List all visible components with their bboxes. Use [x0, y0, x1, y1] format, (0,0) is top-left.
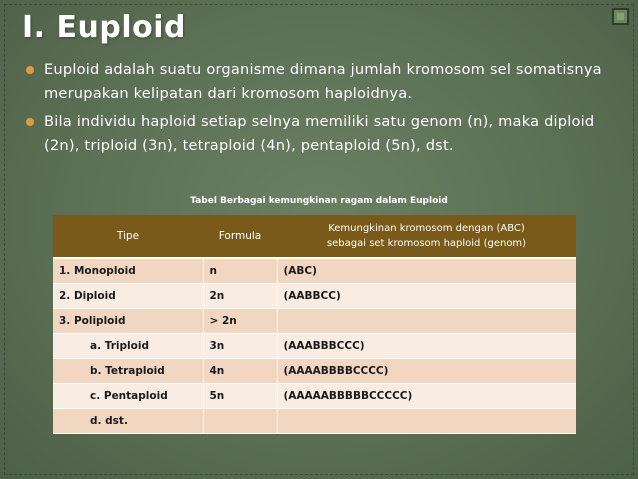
bullet-dot-icon [26, 66, 34, 74]
cell-tipe: d. dst. [53, 409, 203, 434]
slide-title: I. Euploid [22, 10, 186, 45]
bullet-item [26, 58, 616, 106]
slide-corner-square-icon [612, 8, 629, 25]
cell-kromosom: (AAABBBCCC) [277, 334, 576, 359]
table-row [53, 309, 576, 334]
cell-formula: > 2n [203, 309, 277, 334]
cell-tipe: 1. Monoploid [53, 258, 203, 284]
bullet-list [26, 58, 616, 162]
cell-formula: 3n [203, 334, 277, 359]
cell-formula: 5n [203, 384, 277, 409]
table-header-row [53, 215, 576, 258]
cell-tipe: a. Triploid [53, 334, 203, 359]
cell-kromosom: (ABC) [277, 258, 576, 284]
bullet-dot-icon [26, 118, 34, 126]
header-kromosom-line2: sebagai set kromosom haploid (genom) [326, 238, 527, 249]
cell-tipe: b. Tetraploid [53, 359, 203, 384]
header-formula: Formula [203, 215, 277, 258]
bullet-text: Euploid adalah suatu organisme dimana jumlah kromosom sel somatisnya merupakan kelipatan dari kromosom haploidnya. [44, 61, 602, 102]
cell-formula: 2n [203, 284, 277, 309]
bullet-item [26, 110, 616, 158]
cell-tipe: c. Pentaploid [53, 384, 203, 409]
cell-kromosom: (AAAAABBBBBCCCCC) [277, 384, 576, 409]
header-tipe: Tipe [53, 215, 203, 258]
header-kromosom-line1: Kemungkinan kromosom dengan (ABC) [328, 223, 525, 234]
cell-formula: n [203, 258, 277, 284]
table-row [53, 284, 576, 309]
cell-formula [203, 409, 277, 434]
cell-tipe: 3. Poliploid [53, 309, 203, 334]
table-row [53, 384, 576, 409]
cell-kromosom [277, 409, 576, 434]
table-row [53, 359, 576, 384]
cell-kromosom: (AAAABBBBCCCC) [277, 359, 576, 384]
table-caption: Tabel Berbagai kemungkinan ragam dalam Euploid [190, 196, 448, 206]
header-kromosom [277, 215, 576, 258]
table-row [53, 258, 576, 284]
table-row [53, 409, 576, 434]
euploid-table [53, 215, 576, 434]
table-row [53, 334, 576, 359]
bullet-text: Bila individu haploid setiap selnya memiliki satu genom (n), maka diploid (2n), triploid (3n), tetraploid (4n), pentaploid (5n), dst. [44, 113, 595, 154]
cell-kromosom: (AABBCC) [277, 284, 576, 309]
cell-tipe: 2. Diploid [53, 284, 203, 309]
cell-kromosom [277, 309, 576, 334]
cell-formula: 4n [203, 359, 277, 384]
